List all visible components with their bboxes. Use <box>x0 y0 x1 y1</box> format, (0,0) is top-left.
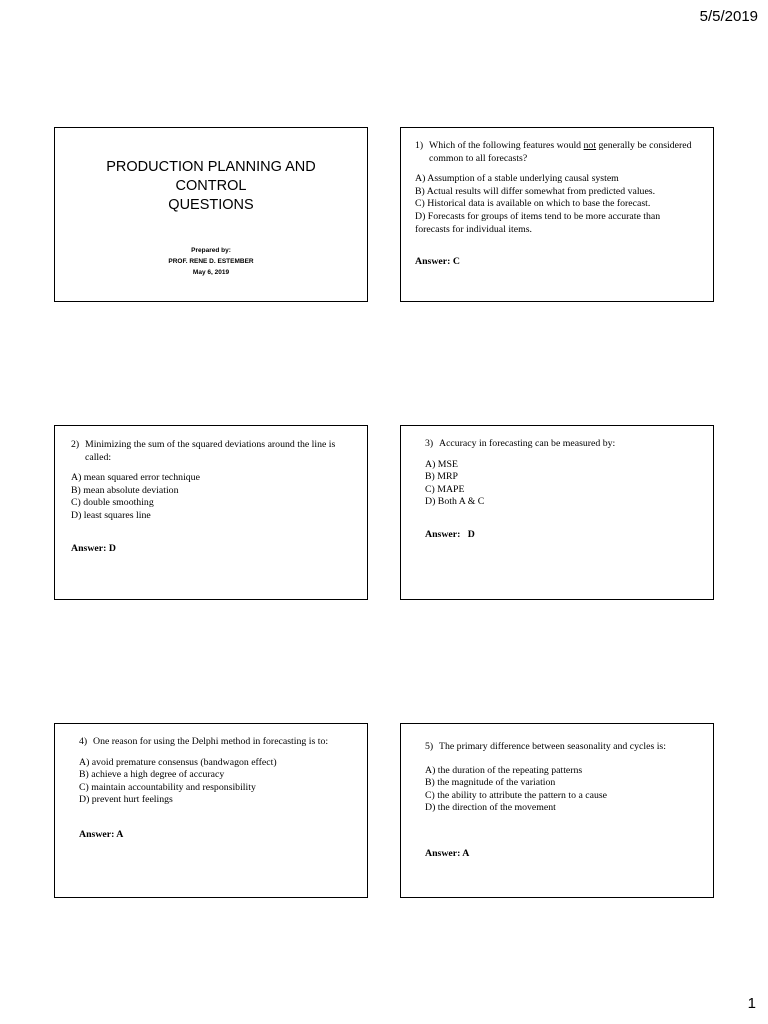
question-text: Accuracy in forecasting can be measured by: <box>439 438 616 449</box>
question-text: The primary difference between seasonality and cycles is: <box>439 741 666 752</box>
question-number: 5) <box>425 741 434 752</box>
option-continued: forecasts for individual items. <box>415 223 532 235</box>
question-text: Which of the following features would not generally be considered common to all forecasts? <box>429 140 692 164</box>
question-stem <box>71 439 351 464</box>
answer-options <box>425 459 689 509</box>
option: D) prevent hurt feelings <box>79 794 173 806</box>
slide-title-heading <box>55 158 367 215</box>
answer-options <box>425 765 689 815</box>
title-line: CONTROL <box>175 178 247 194</box>
question-number: 2) <box>71 439 80 450</box>
slide-question-4 <box>54 723 368 898</box>
option: C) maintain accountability and responsibility <box>79 781 256 793</box>
page-number: 1 <box>747 995 756 1012</box>
option: C) Historical data is available on which to base the forecast. <box>415 198 651 210</box>
question-number: 4) <box>79 736 88 747</box>
option: A) mean squared error technique <box>71 472 200 484</box>
option: C) the ability to attribute the pattern to a cause <box>425 789 607 801</box>
option: C) MAPE <box>425 483 465 495</box>
prepared-by-label: Prepared by: <box>191 247 231 254</box>
option: B) achieve a high degree of accuracy <box>79 769 225 781</box>
slide-title <box>54 127 368 302</box>
answer: Answer: C <box>415 256 460 268</box>
option: A) the duration of the repeating patterns <box>425 764 583 776</box>
answer: Answer: D <box>425 528 475 540</box>
option: A) avoid premature consensus (bandwagon effect) <box>79 756 277 768</box>
slide-date: May 6, 2019 <box>192 269 230 276</box>
title-line: QUESTIONS <box>168 197 254 213</box>
answer: Answer: D <box>71 542 116 554</box>
question-stem <box>79 736 343 749</box>
question-number: 1) <box>415 140 424 151</box>
option: D) the direction of the movement <box>425 802 556 814</box>
answer: Answer: A <box>79 828 124 840</box>
slide-question-3 <box>400 425 714 600</box>
prepared-by-block <box>55 245 367 278</box>
option: D) Forecasts for groups of items tend to be more accurate than <box>415 210 661 222</box>
title-line: PRODUCTION PLANNING AND <box>106 159 316 175</box>
question-number: 3) <box>425 438 434 449</box>
question-stem <box>415 140 699 165</box>
option: B) Actual results will differ somewhat from predicted values. <box>415 185 656 197</box>
option: D) Both A & C <box>425 496 485 508</box>
author-name: PROF. RENE D. ESTEMBER <box>168 258 254 265</box>
option: C) double smoothing <box>71 497 154 509</box>
option: D) least squares line <box>71 509 151 521</box>
question-stem <box>425 741 689 754</box>
answer-options <box>71 472 351 522</box>
answer-options <box>79 757 343 807</box>
question-text: Minimizing the sum of the squared deviations around the line is called: <box>85 439 336 463</box>
slide-question-1 <box>400 127 714 302</box>
question-stem <box>425 438 689 451</box>
answer: Answer: A <box>425 847 470 859</box>
option: B) MRP <box>425 471 458 483</box>
question-text: One reason for using the Delphi method in forecasting is to: <box>93 736 329 747</box>
slide-question-2 <box>54 425 368 600</box>
option: B) mean absolute deviation <box>71 484 179 496</box>
print-date: 5/5/2019 <box>699 8 758 25</box>
option: B) the magnitude of the variation <box>425 777 556 789</box>
slide-question-5 <box>400 723 714 898</box>
answer-options <box>415 173 699 236</box>
underlined-word: not <box>583 140 597 151</box>
option: A) Assumption of a stable underlying causal system <box>415 173 619 185</box>
option: A) MSE <box>425 458 458 470</box>
